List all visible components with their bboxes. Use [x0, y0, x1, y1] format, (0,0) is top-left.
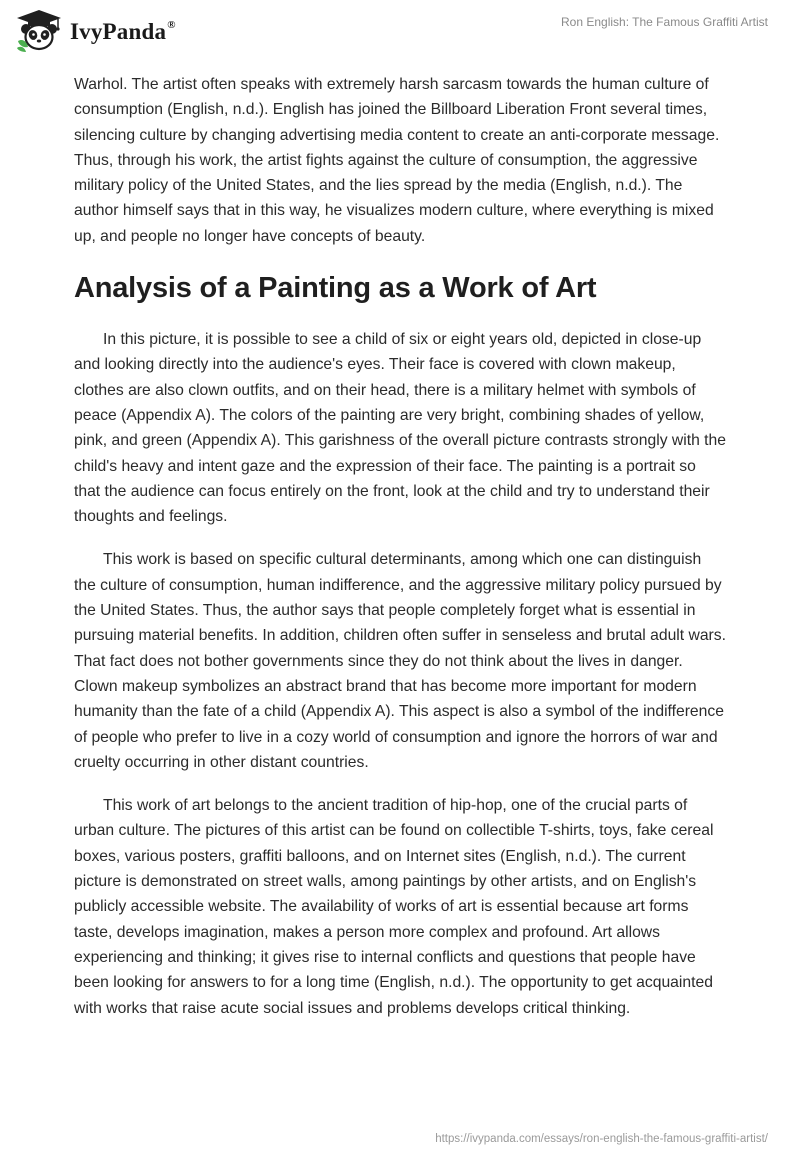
- body-paragraph: This work is based on specific cultural determinants, among which one can distinguish the culture of consumption, human indifference, and the aggressive military policy pursued by the United States. Thus, the author says that people completely forget what is essential in pursuing material benefits. In addition, children often suffer in senseless and brutal adult wars. That fact does not bother governments since they do not think about the lives in danger. Clown makeup symbolizes an abstract brand that has become more important for modern humanity than the fate of a child (Appendix A). This aspect is also a symbol of the indifference of people who prefer to live in a cozy world of consumption and ignore the horrors of war and cruelty occurring in other distant countries.: [74, 551, 726, 771]
- brand-logo[interactable]: [14, 8, 176, 52]
- page-header: [0, 0, 800, 70]
- panda-graduate-logo-icon: [14, 8, 64, 52]
- intro-paragraph: Warhol. The artist often speaks with extremely harsh sarcasm towards the human culture of consumption (English, n.d.). English has joined the Billboard Liberation Front several times, silencing culture by changing advertising media content to create an anti-corporate message. Thus, through his work, the artist fights against the culture of consumption, the aggressive military policy of the United States, and the lies spread by the media (English, n.d.). The author himself says that in this way, he visualizes modern culture, where everything is mixed up, and people no longer have concepts of beauty.: [74, 76, 720, 245]
- body-paragraph: In this picture, it is possible to see a child of six or eight years old, depicted in close-up and looking directly into the audience's eyes. Their face is covered with clown makeup, clothes are also clown outfits, and on their head, there is a military helmet with symbols of peace (Appendix A). The colors of the painting are very bright, combining shades of yellow, pink, and green (Appendix A). This garishness of the overall picture contrasts strongly with the child's heavy and intent gaze and the expression of their face. The painting is a portrait so that the audience can focus entirely on the front, look at the child and try to understand their thoughts and feelings.: [74, 331, 726, 526]
- running-title: Ron English: The Famous Graffiti Artist: [561, 15, 768, 29]
- essay-content: [74, 72, 726, 1021]
- source-url-link[interactable]: https://ivypanda.com/essays/ron-english-the-famous-graffiti-artist/: [435, 1133, 768, 1145]
- section-heading: Analysis of a Painting as a Work of Art: [74, 272, 597, 305]
- body-paragraph: This work of art belongs to the ancient tradition of hip-hop, one of the crucial parts of urban culture. The pictures of this artist can be found on collectible T-shirts, toys, fake cereal boxes, various posters, graffiti balloons, and on Internet sites (English, n.d.). The current picture is demonstrated on street walls, among paintings by other artists, and on English's publicly accessible website. The availability of works of art is essential because art forms taste, develops imagination, makes a person more complex and profound. Art allows experiencing and thinking; it gives rise to internal conflicts and questions that people have been looking for answers to for a long time (English, n.d.). The opportunity to get acquainted with works that raise acute social issues and problems develops critical thinking.: [74, 797, 714, 1017]
- brand-name: IvyPanda®: [70, 19, 176, 44]
